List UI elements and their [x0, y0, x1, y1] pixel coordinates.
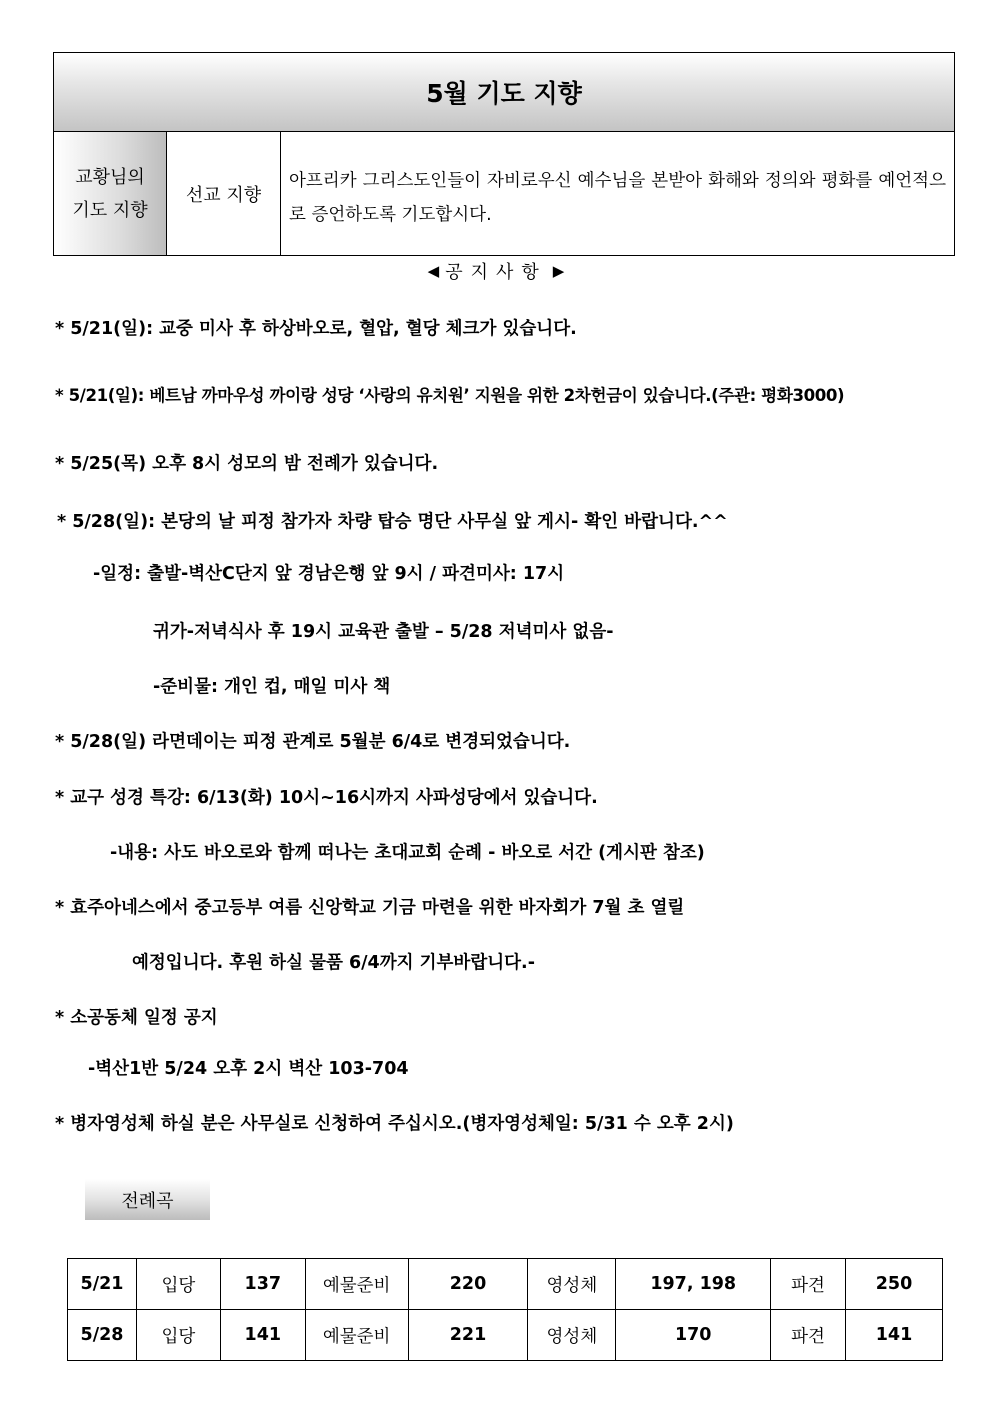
hymn-table: [67, 1258, 943, 1361]
right-triangle-icon: ▶: [552, 262, 565, 280]
hymn-part: 예물준비: [305, 1310, 408, 1361]
notice-header-title: 공지사항: [445, 262, 547, 283]
pope-label-line2: 기도 지향: [72, 199, 148, 221]
table-row: [68, 1310, 943, 1361]
left-triangle-icon: ◀: [427, 262, 440, 280]
pope-label-line1: 교황님의: [75, 166, 145, 188]
table-row: [68, 1259, 943, 1310]
notice-line: * 5/28(일) 라면데이는 피정 관계로 5월분 6/4로 변경되었습니다.: [55, 732, 571, 752]
hymn-part: 영성체: [528, 1259, 616, 1310]
notice-header: [0, 256, 992, 286]
notice-line: * 효주아네스에서 중고등부 여름 신앙학교 기금 마련을 위한 바자회가 7월 초 열릴: [55, 898, 685, 918]
prayer-title: 5월 기도 지향: [54, 53, 954, 132]
pope-intention-label: [54, 132, 167, 255]
notice-line: * 5/28(일): 본당의 날 피정 참가자 차량 탑승 명단 사무실 앞 게시- 확인 바랍니다.^^: [57, 512, 728, 532]
hymn-date: 5/28: [68, 1310, 137, 1361]
hymn-date: 5/21: [68, 1259, 137, 1310]
prayer-intention-box: [53, 52, 955, 256]
hymn-part: 입당: [136, 1310, 220, 1361]
hymn-number: 250: [846, 1259, 943, 1310]
intention-kind: 선교 지향: [167, 132, 281, 255]
notice-line: -내용: 사도 바오로와 함께 떠나는 초대교회 순례 - 바오로 서간 (게시판 참조): [110, 843, 705, 863]
notice-line: * 병자영성체 하실 분은 사무실로 신청하여 주십시오.(병자영성체일: 5/31 수 오후 2시): [55, 1114, 734, 1134]
hymn-number: 141: [846, 1310, 943, 1361]
hymn-number: 170: [616, 1310, 771, 1361]
notice-line: -준비물: 개인 컵, 매일 미사 책: [153, 677, 391, 697]
notice-line: * 5/21(일): 베트남 까마우성 까이랑 성당 ‘사랑의 유치원’ 지원을 위한 2차헌금이 있습니다.(주관: 평화3000): [55, 386, 845, 405]
hymn-number: 221: [408, 1310, 528, 1361]
notice-line: * 5/21(일): 교중 미사 후 하상바오로, 혈압, 혈당 체크가 있습니다.: [55, 319, 577, 339]
hymn-label: 전례곡: [85, 1179, 210, 1220]
notice-line: * 교구 성경 특강: 6/13(화) 10시~16시까지 사파성당에서 있습니다.: [55, 788, 598, 808]
notice-line: * 5/25(목) 오후 8시 성모의 밤 전례가 있습니다.: [55, 454, 439, 474]
notice-line: 예정입니다. 후원 하실 물품 6/4까지 기부바랍니다.-: [132, 953, 535, 973]
hymn-part: 영성체: [528, 1310, 616, 1361]
notice-line: * 소공동체 일정 공지: [55, 1008, 218, 1028]
notice-line: 귀가-저녁식사 후 19시 교육관 출발 – 5/28 저녁미사 없음-: [153, 622, 614, 642]
hymn-part: 예물준비: [305, 1259, 408, 1310]
notice-line: -벽산1반 5/24 오후 2시 벽산 103-704: [88, 1059, 409, 1079]
notice-line: -일정: 출발-벽산C단지 앞 경남은행 앞 9시 / 파견미사: 17시: [93, 564, 565, 584]
hymn-part: 입당: [136, 1259, 220, 1310]
hymn-number: 141: [220, 1310, 305, 1361]
prayer-row: [54, 132, 954, 255]
hymn-part: 파견: [771, 1310, 846, 1361]
hymn-part: 파견: [771, 1259, 846, 1310]
hymn-number: 220: [408, 1259, 528, 1310]
hymn-number: 197, 198: [616, 1259, 771, 1310]
hymn-number: 137: [220, 1259, 305, 1310]
intention-text: 아프리카 그리스도인들이 자비로우신 예수님을 본받아 화해와 정의와 평화를 예언적으로 증언하도록 기도합시다.: [289, 170, 946, 225]
